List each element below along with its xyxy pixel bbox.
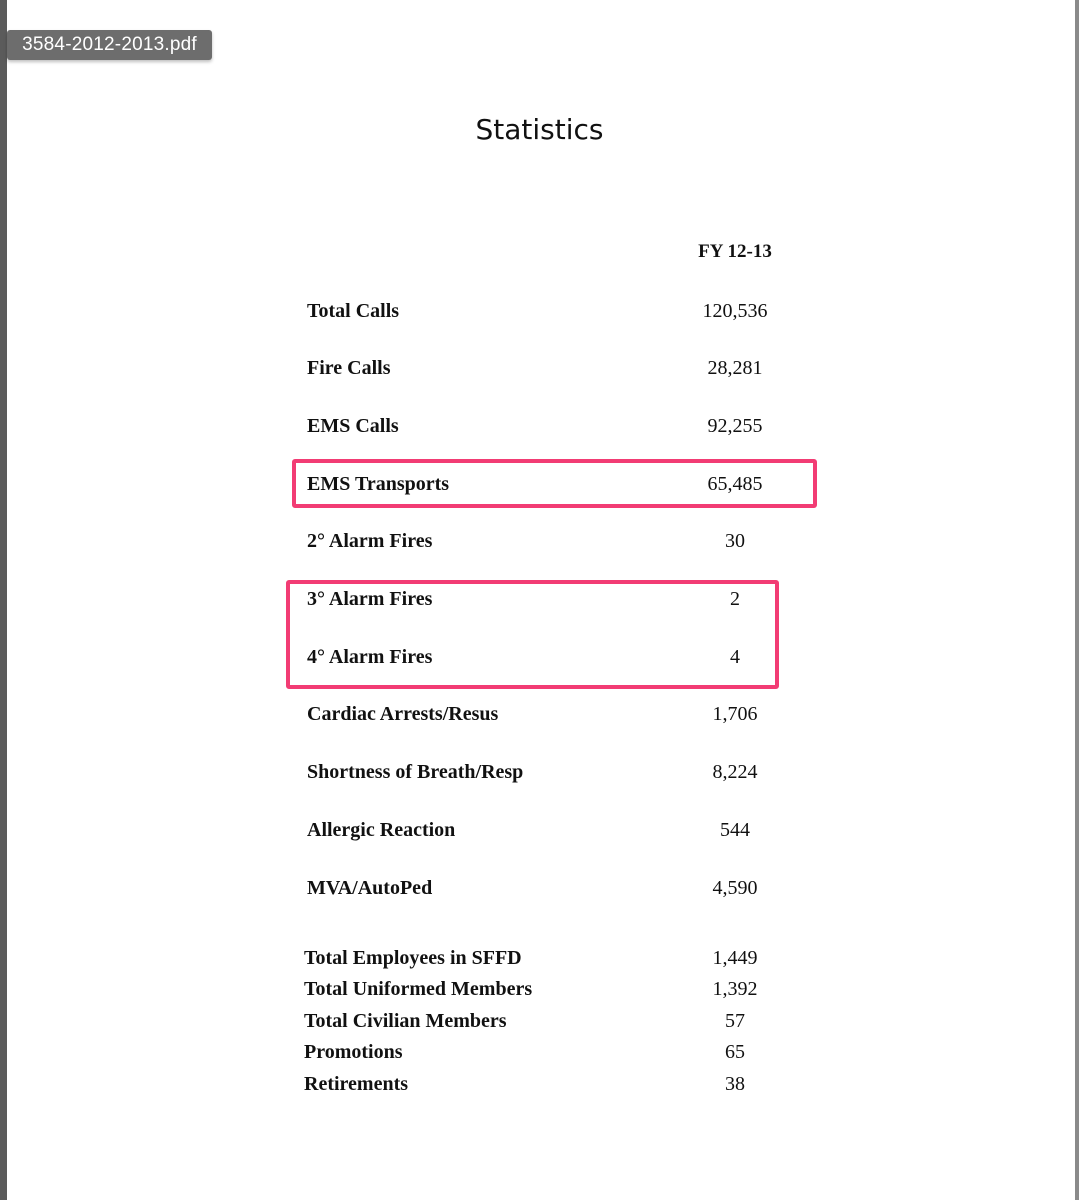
summary-label: Retirements — [304, 1073, 409, 1095]
stat-value: 2 — [730, 588, 740, 610]
stat-row-mva-autoped — [0, 874, 1079, 902]
summary-label: Total Employees in SFFD — [304, 947, 522, 969]
stat-label: EMS Transports — [307, 473, 450, 495]
stat-value: 8,224 — [712, 761, 758, 783]
stat-label: Allergic Reaction — [307, 819, 456, 841]
highlight-box-alarm-fires — [286, 580, 779, 689]
stat-value: 544 — [720, 819, 750, 841]
file-name-tab[interactable]: 3584-2012-2013.pdf — [7, 30, 212, 60]
stat-row-ems-calls — [0, 412, 1079, 440]
summary-label: Total Uniformed Members — [304, 978, 533, 1000]
summary-value: 1,392 — [712, 978, 758, 1000]
stat-label: EMS Calls — [307, 415, 399, 437]
stat-label: Shortness of Breath/Resp — [307, 761, 524, 783]
stat-label: 3° Alarm Fires — [307, 588, 433, 610]
stat-row-shortness-of-breath — [0, 758, 1079, 786]
stat-value: 65,485 — [707, 473, 763, 495]
summary-value: 1,449 — [712, 947, 758, 969]
stat-value: 28,281 — [707, 357, 763, 379]
stat-label: MVA/AutoPed — [307, 877, 433, 899]
stat-row-total-calls — [0, 297, 1079, 325]
summary-row-promotions — [0, 1039, 1079, 1065]
summary-value: 57 — [725, 1010, 745, 1032]
page-title: Statistics — [475, 113, 604, 146]
stat-label: Total Calls — [307, 300, 400, 322]
stat-value: 120,536 — [702, 300, 768, 322]
column-header-fy: FY 12-13 — [698, 241, 772, 262]
stat-label: Cardiac Arrests/Resus — [307, 703, 499, 725]
stat-value: 4,590 — [712, 877, 758, 899]
stat-label: 4° Alarm Fires — [307, 646, 433, 668]
stat-value: 1,706 — [712, 703, 758, 725]
stat-value: 92,255 — [707, 415, 763, 437]
summary-label: Promotions — [304, 1041, 403, 1063]
stat-label: Fire Calls — [307, 357, 391, 379]
stat-row-fire-calls — [0, 354, 1079, 382]
summary-value: 65 — [725, 1041, 745, 1063]
summary-label: Total Civilian Members — [304, 1010, 507, 1032]
summary-row-retirements — [0, 1071, 1079, 1097]
summary-row-uniformed-members — [0, 976, 1079, 1002]
stat-row-2-alarm-fires — [0, 527, 1079, 555]
summary-row-civilian-members — [0, 1008, 1079, 1034]
stat-row-allergic-reaction — [0, 816, 1079, 844]
summary-value: 38 — [725, 1073, 745, 1095]
highlight-box-ems-transports — [292, 459, 817, 508]
summary-row-total-employees — [0, 945, 1079, 971]
stat-value: 30 — [725, 530, 745, 552]
stat-value: 4 — [730, 646, 740, 668]
stat-label: 2° Alarm Fires — [307, 530, 433, 552]
stat-row-cardiac-arrests — [0, 700, 1079, 728]
